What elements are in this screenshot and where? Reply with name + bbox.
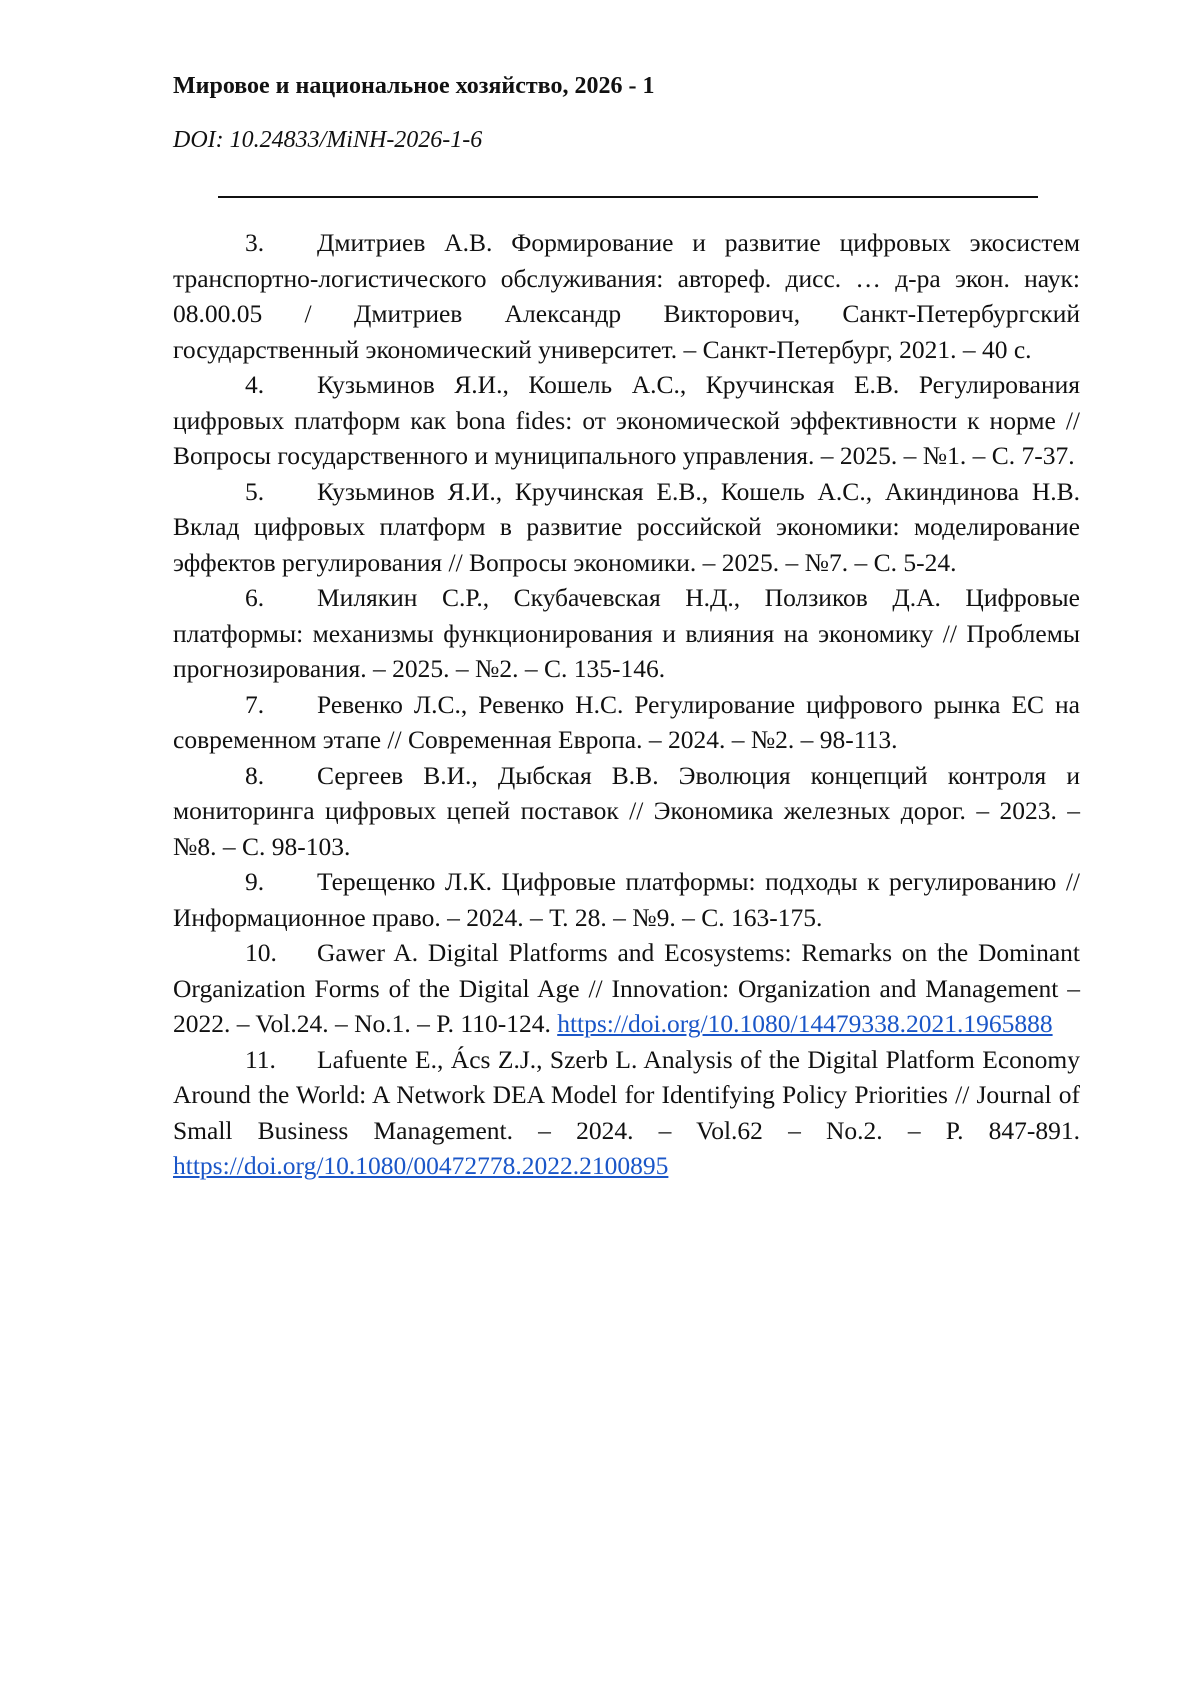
reference-number: 11. xyxy=(245,1044,276,1074)
reference-text: Lafuente E., Ács Z.J., Szerb L. Analysis of the Digital Platform Economy Around the World: A Network DEA Model for Identifying Policy Priorities // Journal of Small Business Management. – 2024. – Vol.62 – No.2. – P. 847-891. xyxy=(173,1044,1080,1145)
reference-item xyxy=(173,687,1080,758)
reference-doi-link[interactable]: https://doi.org/10.1080/14479338.2021.1965888 xyxy=(557,1009,1053,1038)
header-divider xyxy=(218,196,1038,198)
reference-item xyxy=(173,935,1080,1042)
reference-number: 4. xyxy=(245,370,265,399)
reference-doi-link[interactable]: https://doi.org/10.1080/00472778.2022.2100895 xyxy=(173,1151,669,1180)
journal-title: Мировое и национальное хозяйство, 2026 - 1 xyxy=(173,73,655,99)
reference-text: Gawer A. Digital Platforms and Ecosystems: Remarks on the Dominant Organization Forms of the Digital Age // Innovation: Organization and Management – 2022. – Vol.24. – No.1. – P. 110-124. xyxy=(173,938,1080,1038)
reference-item xyxy=(173,474,1080,581)
reference-text: Дмитриев А.В. Формирование и развитие цифровых экосистем транспортно-логистического обслуживания: автореф. дисс. … д-ра экон. наук: 08.00.05 / Дмитриев Александр Викторович, Санкт-Петербургский государственный экономический университет. – Санкт-Петербург, 2021. – 40 с. xyxy=(173,228,1080,364)
reference-number: 8. xyxy=(245,760,265,790)
reference-item xyxy=(173,367,1080,474)
reference-number: 6. xyxy=(245,583,265,612)
reference-item xyxy=(173,758,1080,865)
reference-item xyxy=(173,864,1080,935)
reference-item xyxy=(173,225,1080,367)
reference-number: 10. xyxy=(245,938,277,967)
reference-number: 7. xyxy=(245,689,265,719)
reference-number: 3. xyxy=(245,228,265,257)
reference-text: Кузьминов Я.И., Кручинская Е.В., Кошель А.С., Акиндинова Н.В. Вклад цифровых платформ в развитие российской экономики: моделирование эффектов регулирования // Вопросы экономики. – 2025. – №7. – С. 5-24. xyxy=(173,476,1080,577)
reference-list xyxy=(173,225,1080,1184)
reference-text: Терещенко Л.К. Цифровые платформы: подходы к регулированию // Информационное право. – 2024. – Т. 28. – №9. – С. 163-175. xyxy=(173,867,1080,932)
doi-line: DOI: 10.24833/MiNH-2026-1-6 xyxy=(173,127,483,153)
reference-item xyxy=(173,1042,1080,1184)
reference-number: 5. xyxy=(245,476,265,506)
reference-number: 9. xyxy=(245,867,265,896)
reference-text: Сергеев В.И., Дыбская В.В. Эволюция концепций контроля и мониторинга цифровых цепей поставок // Экономика железных дорог. – 2023. – №8. – С. 98-103. xyxy=(173,760,1080,861)
reference-text: Кузьминов Я.И., Кошель А.С., Кручинская Е.В. Регулирования цифровых платформ как bona fides: от экономической эффективности к норме // Вопросы государственного и муниципального управления. – 2025. – №1. – С. 7-37. xyxy=(173,370,1080,470)
reference-text: Ревенко Л.С., Ревенко Н.С. Регулирование цифрового рынка ЕС на современном этапе // Современная Европа. – 2024. – №2. – 98-113. xyxy=(173,689,1080,754)
reference-text: Милякин С.Р., Скубачевская Н.Д., Ползиков Д.А. Цифровые платформы: механизмы функционирования и влияния на экономику // Проблемы прогнозирования. – 2025. – №2. – С. 135-146. xyxy=(173,583,1080,683)
reference-item xyxy=(173,580,1080,687)
